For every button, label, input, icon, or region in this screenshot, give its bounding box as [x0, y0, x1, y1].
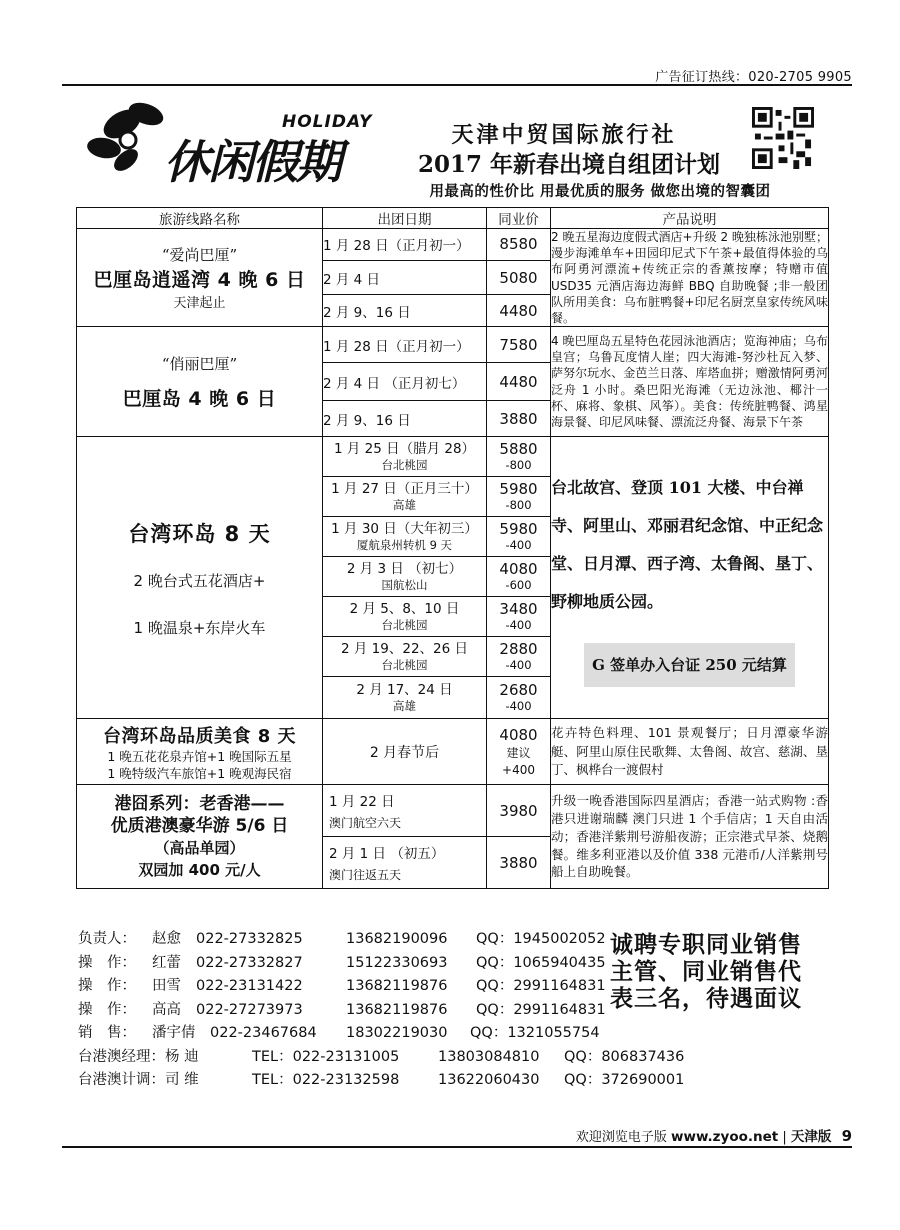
tour-discount: -800 [505, 498, 532, 513]
tour-price: 5980 [499, 520, 538, 539]
table-row [77, 437, 829, 477]
tour-price-cell [487, 437, 551, 477]
tour-date: 2 月 9、16 日 [323, 295, 487, 327]
manager-role: 台港澳经理：杨 迪 [78, 1048, 199, 1065]
recruitment-notice: 诚聘专职同业销售主管、同业销售代表三名，待遇面议 [610, 932, 802, 1012]
price-note: +400 [502, 762, 535, 777]
header-rule [62, 84, 852, 86]
manager-mobile: 13622060430 [438, 1072, 540, 1088]
contact-tel: 022-27332827 [196, 954, 303, 971]
tour-airport: 台北桃园 [381, 458, 428, 473]
contact-row [78, 952, 638, 976]
taiwan-highlights: 台北故宫、登顶 101 大楼、中台禅寺、阿里山、邓丽君纪念馆、中正纪念堂、日月潭、西子湾、太鲁阁、垦丁、野柳地质公园。 [551, 477, 824, 611]
tour-note: 澳门往返五天 [329, 868, 402, 883]
slogan: 用最高的性价比 用最优质的服务 做您出境的智囊团 [429, 184, 771, 200]
qr-code-icon [752, 107, 814, 169]
header-route: 旅游线路名称 [77, 208, 323, 229]
route-subtitle: 港囧系列：老香港—— [114, 793, 285, 814]
contact-mobile: 18302219030 [346, 1025, 448, 1041]
tour-price-cell [487, 719, 551, 785]
route-title: 巴厘岛 4 晚 6 日 [122, 387, 277, 410]
tour-price: 2680 [499, 681, 538, 700]
tour-date: 2 月 17、24 日 [356, 682, 453, 699]
tour-price: 3980 [487, 785, 551, 837]
table-row [77, 327, 829, 363]
contact-qq: QQ：1945002052 [476, 931, 606, 947]
tour-date: 2 月 4 日 （正月初七） [323, 363, 487, 401]
tour-description: 花卉特色料理、101 景观餐厅；日月潭豪华游艇、阿里山原住民歌舞、太鲁阁、故宫、慈湖、垦丁、枫桦台一渡假村 [551, 719, 829, 785]
tour-price: 5080 [487, 260, 551, 294]
table-row [77, 719, 829, 785]
contact-name: 潘宇倩 [152, 1025, 196, 1041]
contact-name: 田雪 [152, 978, 181, 994]
route-note: （高品单园） [154, 838, 245, 857]
tour-discount: -400 [505, 538, 532, 553]
manager-row [78, 1046, 685, 1070]
route-title: 巴厘岛逍遥湾 4 晚 6 日 [93, 269, 306, 292]
contact-mobile: 15122330693 [346, 954, 448, 971]
table-header [77, 208, 829, 229]
contact-row [78, 1022, 638, 1046]
tour-airport: 厦航泉州转机 9 天 [356, 538, 453, 553]
tour-price: 4480 [487, 295, 551, 327]
footer-separator: | [782, 1130, 787, 1145]
tour-date-cell [323, 837, 487, 889]
header-price: 同业价 [487, 208, 551, 229]
tour-price: 4080 [499, 560, 538, 579]
contact-role: 操 作： [78, 1001, 136, 1018]
contact-tel: 022-23467684 [210, 1025, 317, 1041]
route-bali2 [77, 327, 323, 437]
header-date: 出团日期 [323, 208, 487, 229]
contact-mobile: 13682119876 [346, 978, 448, 994]
tour-description [551, 437, 829, 719]
tour-price: 3480 [499, 600, 538, 619]
price-note: 建议 [506, 745, 531, 760]
tour-airport: 台北桃园 [381, 658, 428, 673]
tour-price: 8580 [487, 229, 551, 261]
contact-list [78, 928, 685, 1093]
tour-date: 1 月 22 日 [329, 794, 395, 811]
footer-edition: 天津版 [790, 1129, 832, 1145]
manager-role: 台港澳计调：司 维 [78, 1072, 199, 1088]
route-note: 天津起止 [173, 296, 226, 312]
tour-price: 3880 [487, 837, 551, 889]
tour-discount: -400 [505, 618, 532, 633]
contact-tel: 022-27332825 [196, 931, 303, 947]
route-feature: 2 晚台式五花酒店+ [133, 571, 266, 590]
footer-welcome: 欢迎浏览电子版 [575, 1130, 667, 1145]
table-row [77, 229, 829, 261]
tour-description: 4 晚巴厘岛五星特色花园泳池酒店；览海神庙；乌布皇宫；乌鲁瓦度情人崖；四大海滩-努沙杜瓦入梦、萨努尔玩水、金芭兰日落、库塔血拼；赠激情阿勇河泛舟 1 小时。桑巴阳光海滩（无边泳池、椰汁一杯、麻将、象棋、风筝）。美食：传统脏鸭餐、鸿星海景餐、印尼风味餐、漂流泛舟餐、海景下午茶 [551, 327, 829, 437]
tour-price: 7580 [487, 327, 551, 363]
manager-tel: TEL：022-23132598 [252, 1072, 400, 1088]
route-hk [77, 785, 323, 889]
tour-date: 1 月 27 日（正月三十） [331, 481, 478, 498]
brand-en: HOLIDAY [282, 112, 373, 132]
route-feature: 1 晚特级汽车旅馆+1 晚观海民宿 [107, 765, 292, 781]
route-title: 台湾环岛 8 天 [128, 521, 271, 546]
route-title: 台湾环岛品质美食 8 天 [102, 725, 297, 747]
tour-date: 2 月 19、22、26 日 [341, 641, 468, 658]
page-number: 9 [841, 1127, 852, 1145]
tour-date: 1 月 28 日（正月初一） [323, 229, 487, 261]
tour-price: 4080 [499, 725, 538, 744]
tour-price: 2880 [499, 640, 538, 659]
tour-discount: -800 [505, 458, 532, 473]
footer [576, 1125, 852, 1145]
agency-name: 天津中贸国际旅行社 [451, 122, 677, 148]
tour-date: 1 月 25 日（腊月 28） [333, 441, 476, 458]
tour-airport: 国航松山 [381, 578, 428, 593]
tour-discount: -400 [505, 699, 532, 714]
tour-date: 2 月 4 日 [323, 260, 487, 294]
route-note: 双园加 400 元/人 [138, 860, 261, 879]
tour-airport: 高雄 [393, 498, 416, 513]
contact-row [78, 975, 638, 999]
route-title: 优质港澳豪华游 5/6 日 [110, 815, 289, 836]
route-bali1 [77, 229, 323, 327]
contact-role: 操 作： [78, 954, 136, 971]
contact-name: 红蕾 [152, 954, 181, 971]
tour-date-cell [323, 785, 487, 837]
route-subtitle: “爱尚巴厘” [161, 246, 238, 265]
contact-name: 赵愈 [152, 931, 181, 947]
tour-date: 2 月 1 日 （初五） [329, 846, 445, 863]
contact-row [78, 999, 638, 1023]
tour-airport: 高雄 [393, 699, 416, 714]
contact-name: 高高 [152, 1001, 181, 1018]
tour-date-cell [323, 437, 487, 477]
contact-qq: QQ：2991164831 [476, 1001, 606, 1018]
tour-date: 1 月 28 日（正月初一） [323, 327, 487, 363]
manager-mobile: 13803084810 [438, 1048, 540, 1065]
contact-role: 销 售： [78, 1025, 136, 1041]
tour-discount: -600 [505, 578, 532, 593]
contact-tel: 022-27273973 [196, 1001, 303, 1018]
contact-role: 负责人： [78, 931, 136, 947]
tour-discount: -400 [505, 658, 532, 673]
contact-mobile: 13682119876 [346, 1001, 448, 1018]
tour-description: 2 晚五星海边度假式酒店+升级 2 晚独栋泳池别墅；漫步海滩单车+田园印尼式下午茶+最值得体验的乌布阿勇河漂流+传统正宗的香薰按摩；特赠市值 USD35 元酒店海边海鲜 BBQ 自助晚餐 ;非一般团队所用美食：乌布脏鸭餐+印尼名厨烹皇家传统风味餐。 [551, 230, 828, 325]
tour-date: 2 月 5、8、10 日 [349, 601, 460, 618]
tour-date: 1 月 30 日（大年初三） [331, 521, 478, 538]
route-feature: 1 晚五花花泉卉馆+1 晚国际五星 [107, 748, 292, 764]
tour-description: 升级一晚香港国际四星酒店；香港一站式购物 :香港只进谢瑞麟 澳门只进 1 个手信店；1 天自由活动；香港洋紫荆号游船夜游；正宗港式早茶、烧鹅餐。维多利亚港以及价值 338 元港币/人洋紫荆号船上自助晚餐。 [551, 785, 829, 889]
tour-airport: 台北桃园 [381, 618, 428, 633]
visa-badge: G 签单办入台证 250 元结算 [584, 643, 795, 687]
footer-site-link[interactable]: www.zyoo.net [671, 1129, 779, 1145]
manager-qq: QQ：372690001 [564, 1072, 685, 1088]
route-taiwan [77, 437, 323, 719]
route-taiwan-food [77, 719, 323, 785]
holiday-logo [86, 96, 396, 192]
contact-qq: QQ：2991164831 [476, 978, 606, 994]
table-row [77, 785, 829, 837]
contact-tel: 022-23131422 [196, 978, 303, 994]
footer-rule [62, 1146, 852, 1148]
contact-qq: QQ：1321055754 [470, 1025, 600, 1041]
contact-role: 操 作： [78, 978, 136, 994]
contact-qq: QQ：1065940435 [476, 954, 606, 971]
tour-price: 3880 [487, 401, 551, 437]
header-desc: 产品说明 [551, 208, 829, 229]
manager-qq: QQ：806837436 [564, 1048, 685, 1065]
manager-row [78, 1069, 685, 1093]
contact-row [78, 928, 638, 952]
tour-table [76, 207, 829, 889]
tour-price: 5880 [499, 440, 538, 459]
route-subtitle: “俏丽巴厘” [161, 354, 238, 373]
plan-title: 2017 年新春出境自组团计划 [417, 151, 721, 178]
route-feature: 1 晚温泉+东岸火车 [133, 618, 266, 637]
tour-price: 5980 [499, 480, 538, 499]
manager-tel: TEL：022-23131005 [252, 1048, 400, 1065]
tour-date: 2 月春节后 [323, 719, 487, 785]
ad-hotline: 广告征订热线：020-2705 9905 [655, 70, 852, 85]
tour-note: 澳门航空六天 [329, 816, 402, 831]
tour-date: 2 月 9、16 日 [323, 401, 487, 437]
brand-cn: 休闲假期 [164, 135, 340, 189]
tour-price: 4480 [487, 363, 551, 401]
tour-date: 2 月 3 日 （初七） [346, 561, 463, 578]
contact-mobile: 13682190096 [346, 931, 448, 947]
